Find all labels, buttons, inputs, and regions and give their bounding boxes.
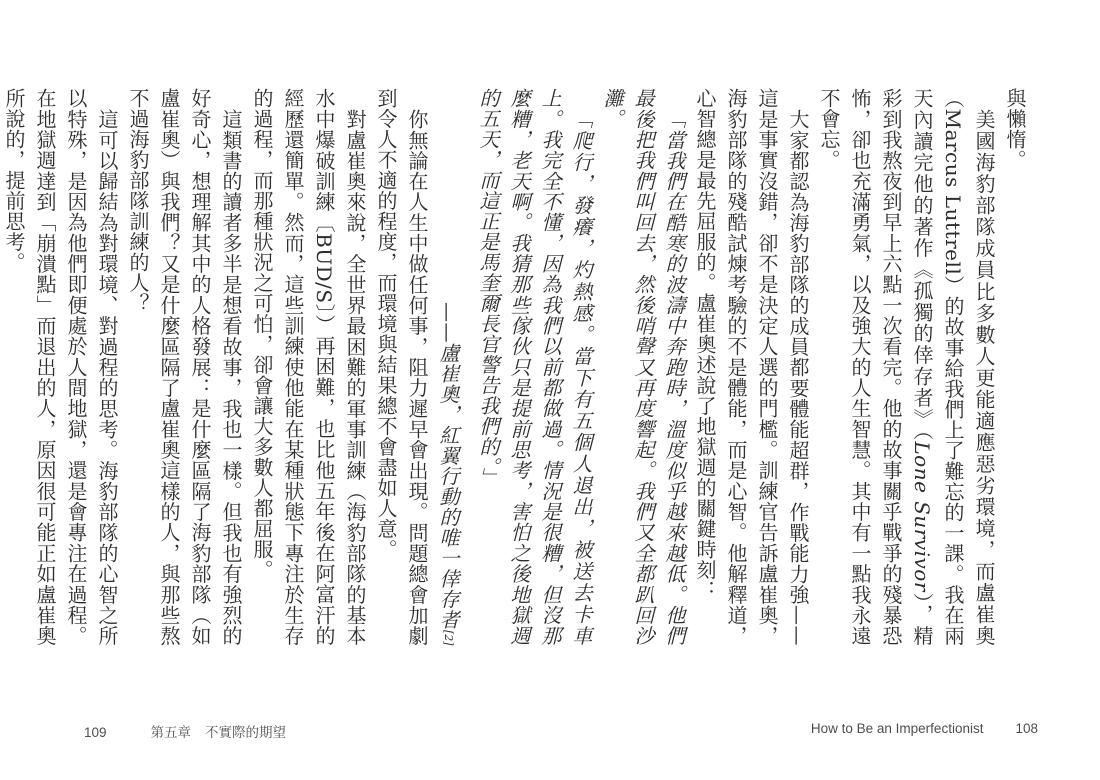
paragraph: 你無論在人生中做任何事，阻力遲早會出現。問題總會加劇到令人不適的程度，而環境與結果總不會盡如人意。: [374, 88, 429, 646]
paragraph: 這類書的讀者多半是想看故事，我也一樣。但我也有強烈的好奇心，想理解其中的人格發展：是什麼區隔了海豹部隊（如盧崔奧）與我們？又是什麼區隔了盧崔奧這樣的人，與那些熬不過海豹部隊訓練的人？: [126, 88, 243, 646]
paragraph-text: ），精彩到我熬夜到早上六點一次看完。他的故事關乎戰爭的殘暴恐怖，卻也充滿勇氣，以及強大的人生智慧。其中有一點我永遠不會忘。: [817, 88, 934, 647]
book-title-footer: How to Be an Imperfectionist: [810, 721, 984, 736]
paragraph-continuation: 與懶惰。: [1003, 88, 1027, 170]
chapter-label: 第五章: [150, 725, 192, 740]
paragraph: 這可以歸結為對環境、對過程的思考。海豹部隊的心智之所以特殊，是因為他們即便處於人間地獄，還是會專注在過程。在地獄週達到「崩潰點」而退出的人，原因很可能正如盧崔奧所說的，提前思考。: [2, 88, 119, 646]
right-page-footer: [811, 721, 1038, 736]
block-quote-paragraph: 「當我們在酷寒的波濤中奔跑時，溫度似乎越來越低。他們最後把我們叫回去，然後哨聲又再度響起。我們又全都趴回沙灘。: [600, 88, 686, 646]
footnote-marker: [2]: [442, 630, 455, 646]
book-title-latin: Lone Survivor: [910, 441, 934, 592]
paragraph: 大家都認為海豹部隊的成員都要體能超群，作戰能力強——這是事實沒錯，卻不是決定人選的門檻。訓練官告訴盧崔奧，海豹部隊的殘酷試煉考驗的不是體能，而是心智。他解釋道，心智總是最先屈服的。盧崔奧述說了地獄週的關鍵時刻：: [693, 88, 810, 646]
quote-attribution: [432, 88, 464, 646]
chapter-title: 不實際的期望: [205, 725, 287, 740]
page-109-text-block: [0, 88, 464, 646]
block-quote-paragraph: 「爬行，發癢，灼熱感。當下有五個人退出，被送去卡車上。我完全不懂，因為我們以前都做過。情況是很糟，但沒那麼糟，老天啊。我猜那些傢伙只是提前思考，害怕之後地獄週的五天，而這正是馬奎爾長官警告我們的。」: [476, 88, 593, 646]
left-page-number: 109: [84, 725, 107, 740]
paragraph: [813, 88, 999, 646]
paragraph: 對盧崔奧來說，全世界最困難的軍事訓練（海豹部隊的基本水中爆破訓練〔BUD/S〕）再困難，也比他五年後在阿富汗的經歷還簡單。然而，這些訓練使他能在某種狀態下專注於生存的過程，而那種狀況之可怕，卻會讓大多數人都屈服。: [250, 88, 367, 646]
paragraph-text: 美國海豹部隊成員比多數人更能適應惡劣環境，而盧崔奧（Marcus Luttrell）的故事給我們上了難忘的一課。我在兩天內讀完他的著作《孤獨的倖存者》（: [910, 88, 996, 646]
right-page-number: 108: [1015, 721, 1038, 736]
left-page-footer: [84, 721, 286, 741]
page-108-text-block: [472, 88, 1030, 646]
attribution-text: ——盧崔奧，紅翼行動的唯一倖存者: [436, 302, 460, 631]
